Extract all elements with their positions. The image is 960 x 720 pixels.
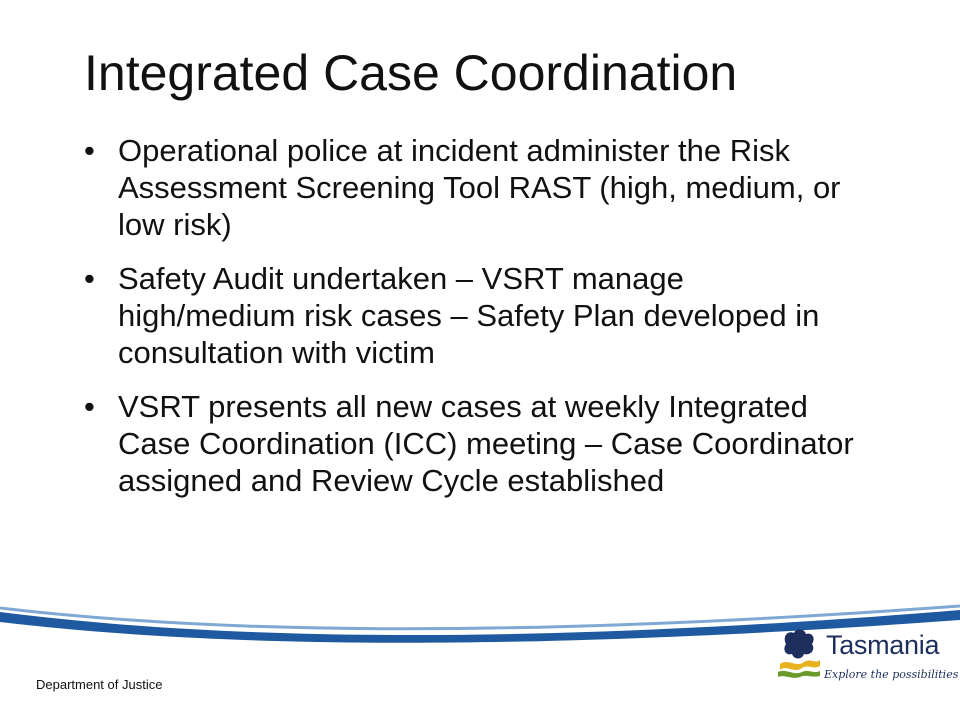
bullet-dot: • [84,133,95,168]
tasmanian-devil-icon [776,624,822,678]
bullet-list [84,132,864,516]
bullet-item [84,388,864,499]
footer-department: Department of Justice [36,677,163,692]
tasmania-logo [776,620,959,695]
bullet-item [84,260,864,371]
bullet-text: VSRT presents all new cases at weekly Integrated Case Coordination (ICC) meeting – Case Coordinator assigned and Review Cycle established [118,389,854,498]
bullet-text: Operational police at incident administer the Risk Assessment Screening Tool RAST (high, medium, or low risk) [118,133,841,242]
logo-name: Tasmania [826,630,940,660]
bullet-dot: • [84,261,95,296]
bullet-text: Safety Audit undertaken – VSRT manage high/medium risk cases – Safety Plan developed in consultation with victim [118,261,820,370]
bullet-dot: • [84,389,95,424]
slide-title: Integrated Case Coordination [84,45,738,101]
logo-tagline: Explore the possibilities [824,668,959,681]
bullet-item [84,132,864,243]
